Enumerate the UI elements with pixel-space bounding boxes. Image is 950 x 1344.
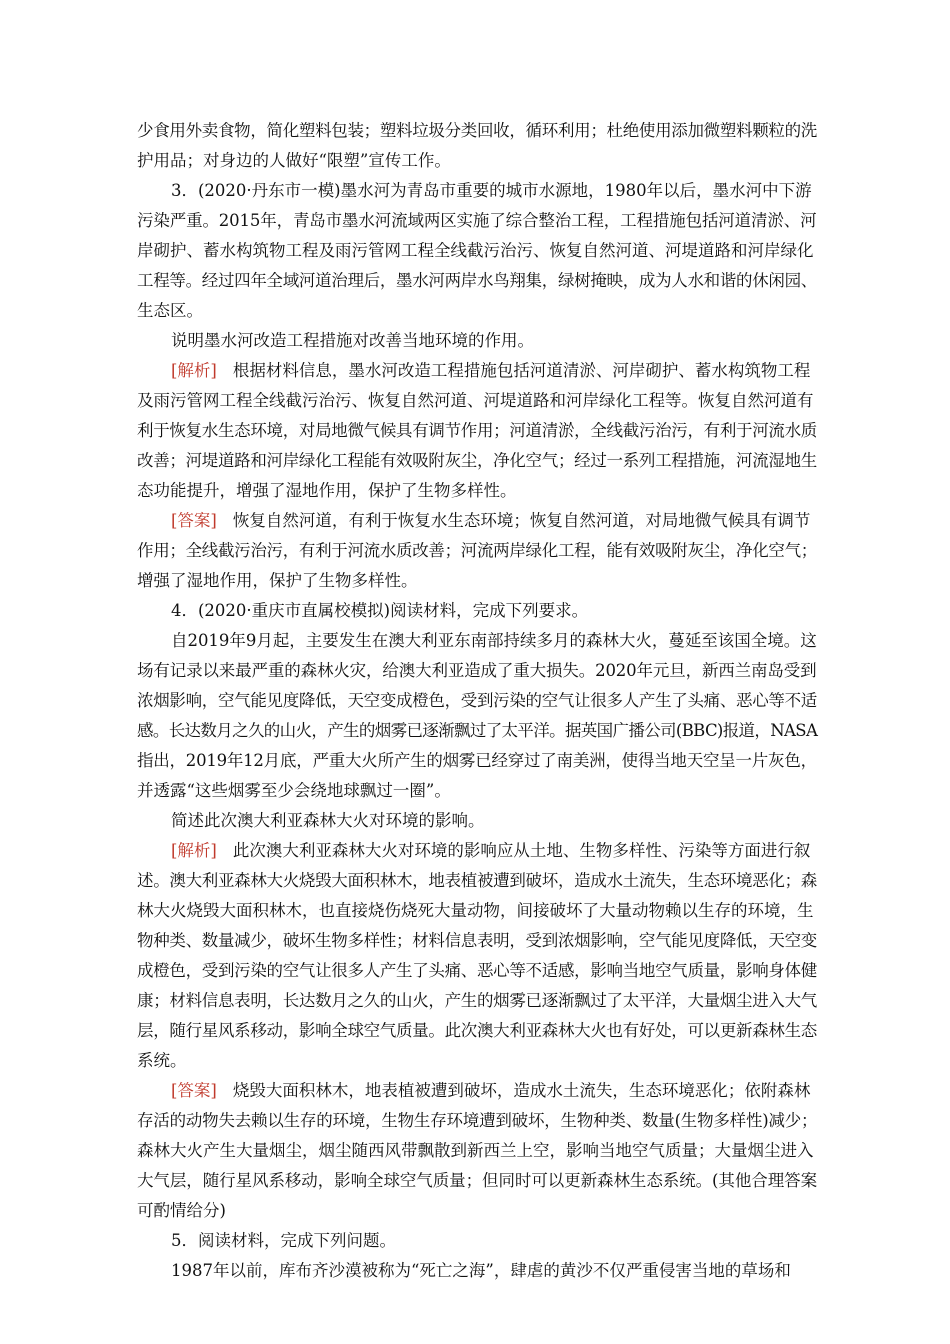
text-line [137,896,817,926]
text-line [137,1046,817,1076]
text-line [137,656,817,686]
line-text: 浓烟影响，空气能见度降低，天空变成橙色，受到污染的空气让很多人产生了头痛、恶心等不适 [137,691,817,710]
answer-tag: [答案] [171,1081,217,1100]
text-block [137,116,817,1286]
line-text: 态功能提升，增强了湿地作用，保护了生物多样性。 [137,481,517,500]
line-text: 烧毁大面积林木，地表植被遭到破坏，造成水土流失，生态环境恶化；依附森林 [232,1081,811,1100]
line-text: 大气层，随行星风系移动，影响全球空气质量；但同时可以更新森林生态系统。(其他合理答案 [137,1171,817,1190]
line-text: 岸砌护、蓄水构筑物工程及雨污管网工程全线截污治污、恢复自然河道、河堤道路和河岸绿化 [137,241,814,260]
text-line [137,356,817,386]
paragraph-q4-prompt [137,806,817,836]
text-line [137,266,817,296]
text-line [137,986,817,1016]
line-text: 1987年以前，库布齐沙漠被称为“死亡之海”，肆虐的黄沙不仅严重侵害当地的草场和 [171,1261,791,1280]
line-text: 工程等。经过四年全域河道治理后，墨水河两岸水鸟翔集，绿树掩映，成为人水和谐的休闲园、 [137,271,817,290]
paragraph-p1 [137,116,817,176]
line-text: 康；材料信息表明，长达数月之久的山火，产生的烟雾已逐渐飘过了太平洋，大量烟尘进入大气 [137,991,817,1010]
paragraph-q3-prompt [137,326,817,356]
paragraph-q4-answer [137,1076,817,1226]
line-text: 4．(2020·重庆市直属校模拟)阅读材料，完成下列要求。 [171,601,589,620]
line-text: 森林大火产生大量烟尘，烟尘随西风带飘散到新西兰上空，影响当地空气质量；大量烟尘进入 [137,1141,814,1160]
text-line [137,746,817,776]
line-text: 说明墨水河改造工程措施对改善当地环境的作用。 [171,331,534,350]
line-text: 作用；全线截污治污，有利于河流水质改善；河流两岸绿化工程，能有效吸附灰尘，净化空气； [137,541,817,560]
line-text: 述。澳大利亚森林大火烧毁大面积林木，地表植被遭到破坏，造成水土流失，生态环境恶化；森 [137,871,817,890]
text-line [137,866,817,896]
line-text: 根据材料信息，墨水河改造工程措施包括河道清淤、河岸砌护、蓄水构筑物工程 [232,361,811,380]
text-line [137,206,817,236]
text-line [137,956,817,986]
text-line [137,806,817,836]
paragraph-q3 [137,176,817,326]
text-line [137,1226,817,1256]
line-text: 改善；河堤道路和河岸绿化工程能有效吸附灰尘，净化空气；经过一系列工程措施，河流湿地生 [137,451,817,470]
text-line [137,536,817,566]
text-line [137,1166,817,1196]
paragraph-q4-analysis [137,836,817,1076]
line-text: 少食用外卖食物，简化塑料包装；塑料垃圾分类回收，循环利用；杜绝使用添加微塑料颗粒的洗 [137,121,817,140]
line-text: 可酌情给分) [137,1201,226,1220]
line-text: 成橙色，受到污染的空气让很多人产生了头痛、恶心等不适感，影响当地空气质量，影响身体健 [137,961,817,980]
text-line [137,296,817,326]
line-text: 及雨污管网工程全线截污治污、恢复自然河道、河堤道路和河岸绿化工程等。恢复自然河道有 [137,391,814,410]
text-line [137,1256,817,1286]
line-text: 生态区。 [137,301,203,320]
line-text: 场有记录以来最严重的森林火灾，给澳大利亚造成了重大损失。2020年元旦，新西兰南岛受到 [137,661,817,680]
text-line [137,836,817,866]
text-line [137,716,817,746]
text-line [137,176,817,206]
text-line [137,686,817,716]
line-text: 系统。 [137,1051,187,1070]
text-line [137,416,817,446]
document-body [137,116,817,1286]
text-line [137,1196,817,1226]
text-line [137,116,817,146]
text-line [137,1106,817,1136]
analysis-tag: [解析] [171,361,217,380]
answer-tag: [答案] [171,511,217,530]
text-line [137,506,817,536]
paragraph-q4-material [137,626,817,806]
line-text: 护用品；对身边的人做好“限塑”宣传工作。 [137,151,451,170]
line-text: 物种类、数量减少，破坏生物多样性；材料信息表明，受到浓烟影响，空气能见度降低，天空变 [137,931,817,950]
text-line [137,566,817,596]
line-text: 3．(2020·丹东市一模)墨水河为青岛市重要的城市水源地，1980年以后，墨水河中下游 [171,181,812,200]
line-text: 自2019年9月起，主要发生在澳大利亚东南部持续多月的森林大火，蔓延至该国全境。这 [171,631,817,650]
line-text: 层，随行星风系移动，影响全球空气质量。此次澳大利亚森林大火也有好处，可以更新森林生态 [137,1021,817,1040]
line-text: 简述此次澳大利亚森林大火对环境的影响。 [171,811,485,830]
line-text: 此次澳大利亚森林大火对环境的影响应从土地、生物多样性、污染等方面进行叙 [232,841,811,860]
text-line [137,476,817,506]
paragraph-q3-answer [137,506,817,596]
text-line [137,386,817,416]
text-line [137,1136,817,1166]
line-text: 恢复自然河道，有利于恢复水生态环境；恢复自然河道，对局地微气候具有调节 [232,511,811,530]
text-line [137,776,817,806]
line-text: 林大火烧毁大面积林木，也直接烧伤烧死大量动物，间接破坏了大量动物赖以生存的环境，生 [137,901,814,920]
line-text: 指出，2019年12月底，严重大火所产生的烟雾已经穿过了南美洲，使得当地天空呈一片灰色， [137,751,817,770]
line-text: 污染严重。2015年，青岛市墨水河流域两区实施了综合整治工程，工程措施包括河道清淤、河 [137,211,817,230]
text-line [137,626,817,656]
paragraph-q3-analysis [137,356,817,506]
line-text: 5．阅读材料，完成下列问题。 [171,1231,396,1250]
line-text: 利于恢复水生态环境，对局地微气候具有调节作用；河道清淤，全线截污治污，有利于河流水质 [137,421,817,440]
text-line [137,326,817,356]
text-line [137,446,817,476]
line-text: 增强了湿地作用，保护了生物多样性。 [137,571,418,590]
line-text: 感。长达数月之久的山火，产生的烟雾已逐渐飘过了太平洋。据英国广播公司(BBC)报道，NASA [137,721,818,740]
text-line [137,1016,817,1046]
text-line [137,596,817,626]
paragraph-q4 [137,596,817,626]
paragraph-q5 [137,1226,817,1286]
analysis-tag: [解析] [171,841,217,860]
text-line [137,1076,817,1106]
line-text: 存活的动物失去赖以生存的环境，生物生存环境遭到破坏，生物种类、数量(生物多样性)减少； [137,1111,818,1130]
line-text: 并透露“这些烟雾至少会绕地球飘过一圈”。 [137,781,451,800]
text-line [137,236,817,266]
text-line [137,146,817,176]
text-line [137,926,817,956]
